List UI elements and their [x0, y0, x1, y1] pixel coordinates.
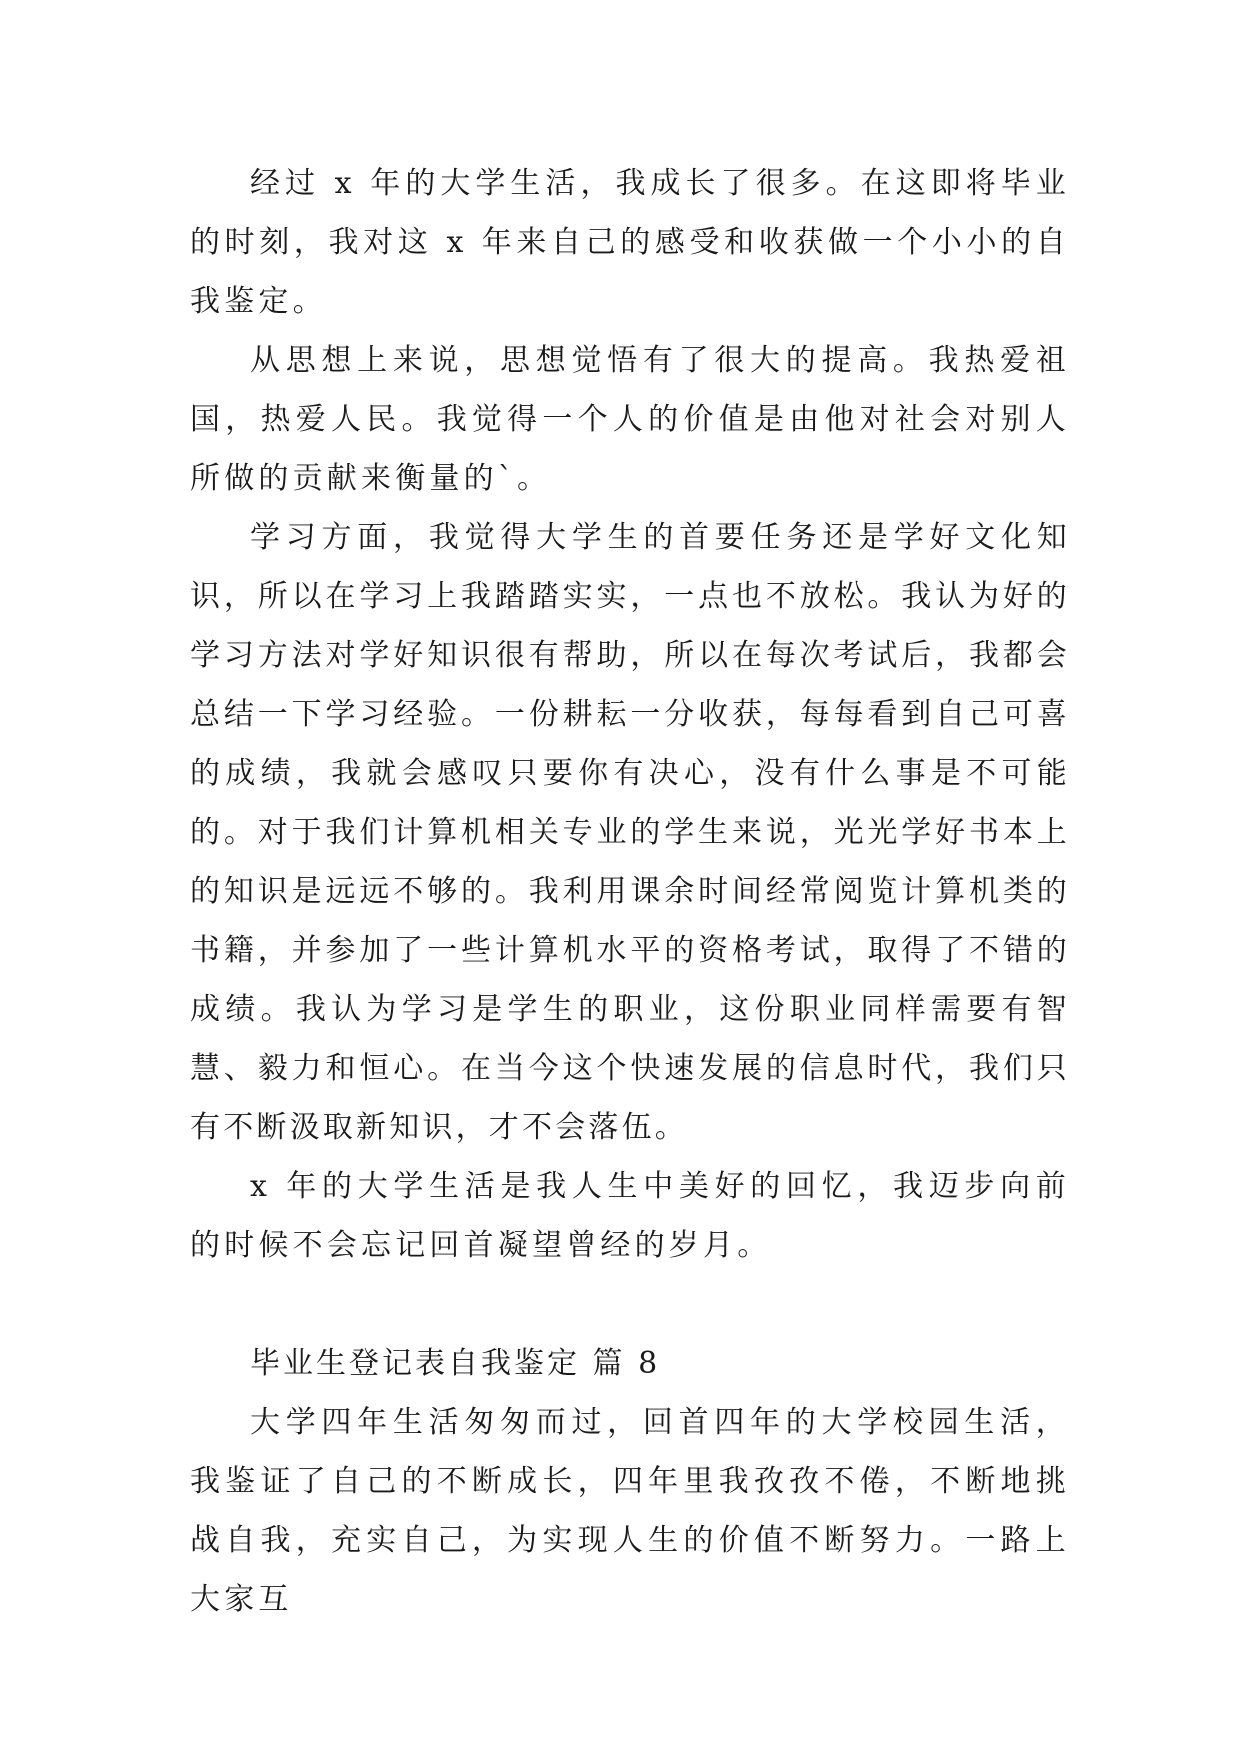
- document-body: [190, 154, 1070, 1629]
- paragraph-graduation-intro: 经过 x 年的大学生活，我成长了很多。在这即将毕业的时刻，我对这 x 年来自己的感受和收获做一个小小的自我鉴定。: [190, 166, 1070, 319]
- paragraph-study: 学习方面，我觉得大学生的首要任务还是学好文化知识，所以在学习上我踏踏实实，一点也不放松。我认为好的学习方法对学好知识很有帮助，所以在每次考试后，我都会总结一下学习经验。一份耕耘一分收获，每每看到自己可喜的成绩，我就会感叹只要你有决心，没有什么事是不可能的。对于我们计算机相关专业的学生来说，光光学好书本上的知识是远远不够的。我利用课余时间经常阅览计算机类的书籍，并参加了一些计算机水平的资格考试，取得了不错的成绩。我认为学习是学生的职业，这份职业同样需要有智慧、毅力和恒心。在当今这个快速发展的信息时代，我们只有不断汲取新知识，才不会落伍。: [190, 520, 1070, 1145]
- section-spacer: [190, 1275, 1070, 1334]
- paragraph-four-years: 大学四年生活匆匆而过，回首四年的大学校园生活，我鉴证了自己的不断成长，四年里我孜孜不倦，不断地挑战自我，充实自己，为实现人生的价值不断努力。一路上大家互: [190, 1405, 1070, 1617]
- paragraph-memories: x 年的大学生活是我人生中美好的回忆，我迈步向前的时候不会忘记回首凝望曾经的岁月。: [190, 1169, 1070, 1263]
- paragraph-ideology: 从思想上来说，思想觉悟有了很大的提高。我热爱祖国，热爱人民。我觉得一个人的价值是由他对社会对别人所做的贡献来衡量的`。: [190, 343, 1070, 496]
- section-heading: 毕业生登记表自我鉴定 篇 8: [250, 1346, 661, 1381]
